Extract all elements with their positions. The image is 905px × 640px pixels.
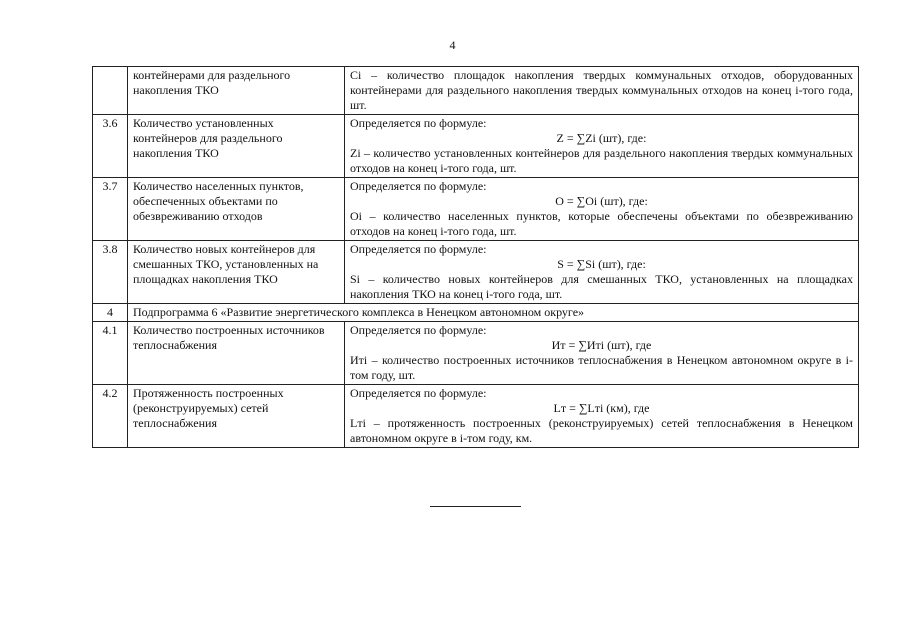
formula-intro: Определяется по формуле: bbox=[350, 386, 487, 400]
indicators-table bbox=[92, 66, 859, 448]
section-row bbox=[93, 304, 859, 322]
formula: Ит = ∑Итi (шт), где bbox=[551, 338, 652, 352]
calculation-method bbox=[345, 115, 859, 178]
calculation-method bbox=[345, 241, 859, 304]
calculation-method bbox=[345, 67, 859, 115]
indicator-name: контейнерами для раздельного накопления ТКО bbox=[128, 67, 345, 115]
section-title: Подпрограмма 6 «Развитие энергетического комплекса в Ненецком автономном округе» bbox=[128, 304, 859, 322]
indicator-name: Протяженность построенных (реконструируемых) сетей теплоснабжения bbox=[128, 385, 345, 448]
section-number: 4 bbox=[93, 304, 128, 322]
formula: Z = ∑Zi (шт), где: bbox=[556, 131, 647, 145]
table-row bbox=[93, 115, 859, 178]
indicator-name: Количество новых контейнеров для смешанных ТКО, установленных на площадках накопления ТКО bbox=[128, 241, 345, 304]
page-number: 4 bbox=[449, 38, 456, 52]
indicator-name: Количество построенных источников теплоснабжения bbox=[128, 322, 345, 385]
calculation-method bbox=[345, 322, 859, 385]
row-number: 4.2 bbox=[93, 385, 128, 448]
formula-intro: Определяется по формуле: bbox=[350, 116, 487, 130]
end-divider bbox=[430, 506, 521, 507]
variable-description: Lтi – протяженность построенных (реконструируемых) сетей теплоснабжения в Ненецком автономном округе в i-том году, км. bbox=[350, 416, 853, 445]
variable-description: Si – количество новых контейнеров для смешанных ТКО, установленных на площадках накопления ТКО на конец i-того года, шт. bbox=[350, 272, 853, 301]
indicator-name: Количество установленных контейнеров для раздельного накопления ТКО bbox=[128, 115, 345, 178]
row-number: 3.7 bbox=[93, 178, 128, 241]
formula: Lт = ∑Lтi (км), где bbox=[553, 401, 650, 415]
row-number: 3.8 bbox=[93, 241, 128, 304]
formula-intro: Определяется по формуле: bbox=[350, 242, 487, 256]
table-row bbox=[93, 67, 859, 115]
table-row bbox=[93, 178, 859, 241]
variable-description: Zi – количество установленных контейнеров для раздельного накопления твердых коммунальных отходов на конец i-того года, шт. bbox=[350, 146, 853, 175]
row-number: 4.1 bbox=[93, 322, 128, 385]
variable-description: Итi – количество построенных источников теплоснабжения в Ненецком автономном округе в i-том году, шт. bbox=[350, 353, 853, 382]
calculation-method bbox=[345, 178, 859, 241]
table-row bbox=[93, 322, 859, 385]
formula: O = ∑Oi (шт), где: bbox=[555, 194, 648, 208]
table-row bbox=[93, 241, 859, 304]
variable-description: Ci – количество площадок накопления твердых коммунальных отходов, оборудованных контейнерами для раздельного накопления твердых коммунальных отходов на конец i-того года, шт. bbox=[350, 68, 853, 112]
row-number: 3.6 bbox=[93, 115, 128, 178]
formula: S = ∑Si (шт), где: bbox=[557, 257, 646, 271]
variable-description: Oi – количество населенных пунктов, которые обеспечены объектами по обезвреживанию отходов на конец i-того года, шт. bbox=[350, 209, 853, 238]
calculation-method bbox=[345, 385, 859, 448]
table-row bbox=[93, 385, 859, 448]
formula-intro: Определяется по формуле: bbox=[350, 179, 487, 193]
formula-intro: Определяется по формуле: bbox=[350, 323, 487, 337]
row-number bbox=[93, 67, 128, 115]
indicator-name: Количество населенных пунктов, обеспеченных объектами по обезвреживанию отходов bbox=[128, 178, 345, 241]
